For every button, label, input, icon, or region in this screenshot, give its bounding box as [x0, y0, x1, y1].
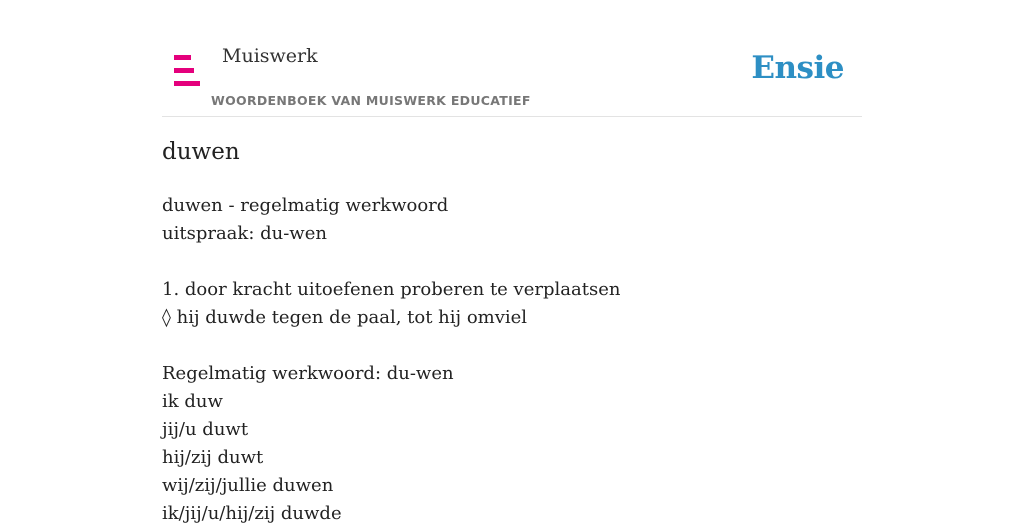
definition: 1. door kracht uitoefenen proberen te verplaatsen — [162, 279, 621, 300]
muiswerk-logo-link[interactable] — [172, 53, 202, 89]
conjugation-line: jij/u duwt — [162, 419, 249, 440]
page — [162, 0, 862, 524]
entry-headword: duwen — [162, 139, 240, 165]
conjugation-line: ik duw — [162, 391, 223, 412]
spacer — [162, 332, 862, 360]
site-header — [162, 0, 862, 117]
pronunciation: uitspraak: du-wen — [162, 223, 327, 244]
entry-body — [162, 192, 862, 528]
ensie-brand-link[interactable]: Ensie — [751, 50, 844, 86]
conjugation-line: hij/zij duwt — [162, 447, 264, 468]
muiswerk-e-logo-icon — [172, 53, 202, 89]
conjugation-line: ik/jij/u/hij/zij duwde — [162, 503, 342, 524]
site-subtitle: WOORDENBOEK VAN MUISWERK EDUCATIEF — [211, 93, 531, 108]
conjugation-line: wij/zij/jullie duwen — [162, 475, 334, 496]
site-name-link[interactable]: Muiswerk — [222, 45, 318, 67]
word-type: duwen - regelmatig werkwoord — [162, 195, 449, 216]
example-sentence: ◊ hij duwde tegen de paal, tot hij omviel — [162, 307, 528, 328]
spacer — [162, 248, 862, 276]
conjugation-title: Regelmatig werkwoord: du-wen — [162, 363, 454, 384]
